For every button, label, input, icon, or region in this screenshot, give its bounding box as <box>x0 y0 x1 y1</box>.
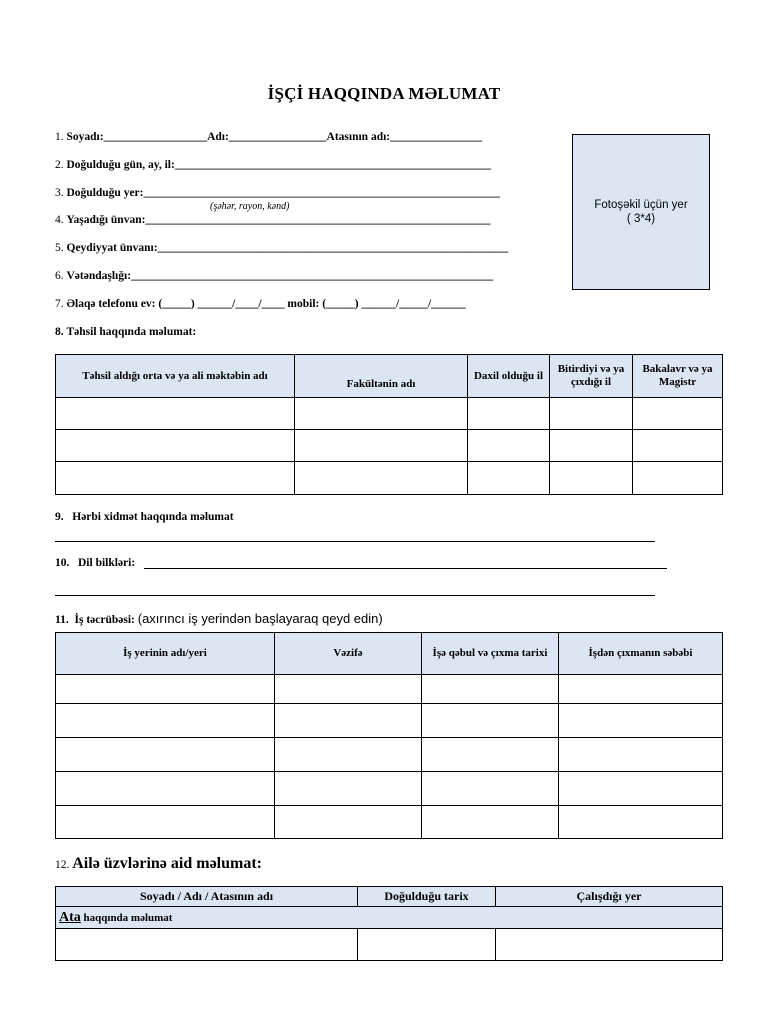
table-row[interactable] <box>56 772 723 806</box>
field-residence-address[interactable]: 4. Yaşadığı ünvan:____________________________________________________________ <box>55 214 491 226</box>
col-degree: Bakalavr və ya Magistr <box>633 355 723 398</box>
photo-label: Fotoşəkil üçün yer <box>594 199 688 211</box>
col-school: Təhsil aldığı orta və ya ali məktəbin adı <box>56 355 295 398</box>
col-dates: İşə qəbul və çıxma tarixi <box>422 633 559 675</box>
table-row[interactable] <box>56 430 723 462</box>
photo-placeholder <box>572 134 710 290</box>
table-row[interactable] <box>56 675 723 704</box>
table-row[interactable] <box>56 704 723 738</box>
father-section-row <box>56 907 723 929</box>
col-entry-year: Daxil olduğu il <box>468 355 550 398</box>
languages-input-line-2[interactable] <box>55 595 655 596</box>
military-input-line[interactable] <box>55 541 655 542</box>
father-section-label: haqqında məlumat <box>80 911 173 924</box>
work-experience-table <box>55 632 723 839</box>
section-education-label: 8. Təhsil haqqında məlumat: <box>55 326 197 338</box>
col-workplace: Çalışdığı yer <box>496 887 723 907</box>
field-registration-address[interactable]: 5. Qeydiyyat ünvanı:_____________________________________________________________ <box>55 242 509 254</box>
page-title: İŞÇİ HAQQINDA MƏLUMAT <box>267 84 501 103</box>
field-birth-place[interactable]: 3. Doğulduğu yer:______________________________________________________________ <box>55 187 500 199</box>
table-header-row <box>56 633 723 675</box>
family-table <box>55 886 723 961</box>
field-birth-date[interactable]: 2. Doğulduğu gün, ay, il:_______________________________________________________ <box>55 159 492 171</box>
col-leave-reason: İşdən çıxmanın səbəbi <box>559 633 723 675</box>
languages-input-line[interactable] <box>144 568 667 569</box>
section-family-label: 12. Ailə üzvlərinə aid məlumat: <box>55 855 262 872</box>
col-birth-date: Doğulduğu tarix <box>358 887 496 907</box>
birth-place-hint: (şəhər, rayon, kənd) <box>210 201 290 212</box>
section-military-label: 9. Hərbi xidmət haqqında məlumat <box>55 511 234 523</box>
section-languages-label: 10. Dil bilkləri: <box>55 557 136 569</box>
table-row[interactable] <box>56 738 723 772</box>
table-row[interactable] <box>56 806 723 839</box>
col-full-name: Soyadı / Adı / Atasının adı <box>56 887 358 907</box>
table-row[interactable] <box>56 929 723 961</box>
field-citizenship[interactable]: 6. Vətəndaşlığı:_______________________________________________________________ <box>55 270 494 282</box>
field-surname-name[interactable]: 1. Soyadı:__________________Adı:_________________Atasının adı:________________ <box>55 131 483 143</box>
col-graduation-year: Bitirdiyi və ya çıxdığı il <box>550 355 633 398</box>
table-row[interactable] <box>56 462 723 495</box>
table-row[interactable] <box>56 398 723 430</box>
education-table <box>55 354 723 495</box>
section-experience-label: 11. İş təcrübəsi: (axırıncı iş yerindən başlayaraq qeyd edin) <box>55 611 383 626</box>
father-label: Ata <box>59 909 81 925</box>
photo-size: ( 3*4) <box>626 213 656 225</box>
col-position: Vəzifə <box>275 633 422 675</box>
field-phone[interactable]: 7. Əlaqə telefonu ev: (_____) ______/____/____ mobil: (_____) ______/_____/______ <box>55 298 466 310</box>
table-header-row <box>56 355 723 398</box>
col-workplace: İş yerinin adı/yeri <box>56 633 275 675</box>
col-faculty: Fakültənin adı <box>295 355 468 398</box>
table-header-row <box>56 887 723 907</box>
